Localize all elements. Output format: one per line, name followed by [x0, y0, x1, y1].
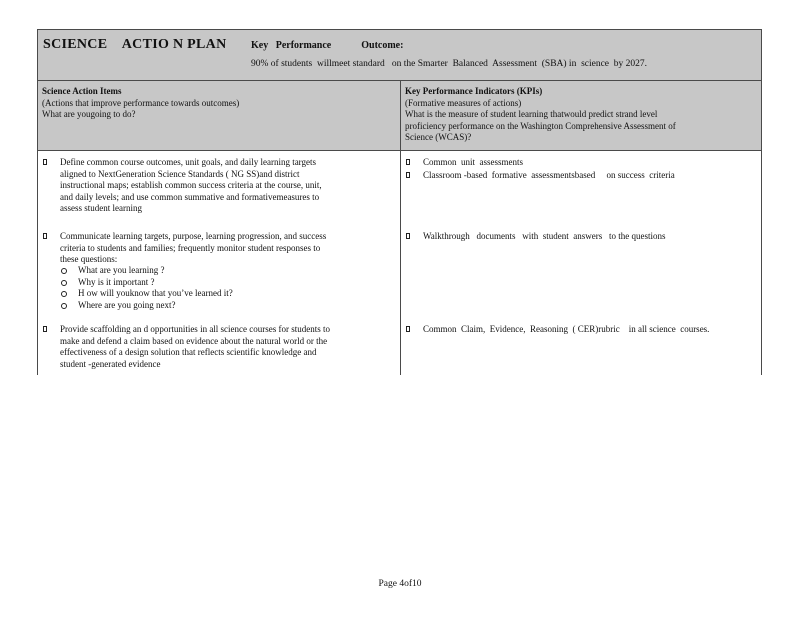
- plan-header: [37, 29, 762, 81]
- kpi-text: Common unit assessments: [423, 157, 524, 167]
- action-items-subtitle: (Actions that improve performance towards outcomes): [42, 97, 240, 108]
- circle-bullet-icon: [61, 291, 67, 297]
- column-divider: [400, 81, 401, 150]
- bullet-box-icon: [406, 233, 410, 239]
- question-list: [60, 265, 390, 311]
- question-text: Why is it important ?: [78, 276, 155, 287]
- action-items-header: [42, 86, 392, 121]
- kpi-question-line: What is the measure of student learning thatwould predict strand level: [405, 109, 658, 119]
- kpi-question-line: Science (WCAS)?: [405, 132, 472, 142]
- body-column-divider: [400, 151, 401, 375]
- action-line: effectiveness of a design solution that reflects scientific knowledge and: [60, 347, 317, 357]
- kpi-text: Classroom -based formative assessmentsbased on success criteria: [423, 170, 675, 180]
- question-text: H ow will youknow that you’ve learned it?: [78, 288, 233, 298]
- circle-bullet-icon: [61, 280, 67, 286]
- bullet-box-icon: [43, 159, 47, 165]
- bullet-box-icon: [406, 159, 410, 165]
- kpi-text: Walkthrough documents with student answers to the questions: [423, 231, 666, 241]
- action-line: aligned to NextGeneration Science Standards ( NG SS)and district: [60, 168, 300, 179]
- bullet-box-icon: [43, 233, 47, 239]
- action-items-question: What are yougoing to do?: [42, 109, 136, 119]
- plan-title: SCIENCE ACTIO N PLAN: [43, 37, 227, 52]
- bullet-box-icon: [43, 326, 47, 332]
- kpi-title: Key Performance Indicators (KPIs): [405, 86, 543, 96]
- question-text: Where are you going next?: [78, 299, 176, 310]
- question-item: [60, 265, 390, 277]
- circle-bullet-icon: [61, 303, 67, 309]
- action-line: and daily levels; and use common summative and formativemeasures to: [60, 191, 320, 202]
- bullet-box-icon: [406, 326, 410, 332]
- question-item: [60, 300, 390, 312]
- action-line: Define common course outcomes, unit goals, and daily learning targets: [60, 157, 317, 167]
- kpi-question-line: proficiency performance on the Washington Comprehensive Assessment of: [405, 120, 676, 131]
- key-performance-outcome-label: Key Performance Outcome:: [251, 40, 404, 51]
- circle-bullet-icon: [61, 268, 67, 274]
- question-item: [60, 288, 390, 300]
- action-line: criteria to students and families; frequently monitor student responses to: [60, 242, 321, 253]
- question-item: [60, 277, 390, 289]
- question-text: What are you learning ?: [78, 265, 165, 275]
- bullet-box-icon: [406, 172, 410, 178]
- column-headers: [37, 81, 762, 151]
- action-line: Provide scaffolding an d opportunities in all science courses for students to: [60, 324, 331, 334]
- key-performance-outcome-text: 90% of students willmeet standard on the Smarter Balanced Assessment (SBA) in science by 2027.: [251, 59, 648, 69]
- page-number: Page 4of10: [378, 579, 422, 589]
- action-line: student -generated evidence: [60, 358, 161, 369]
- kpi-header: [405, 86, 757, 144]
- action-line: these questions:: [60, 254, 118, 264]
- action-line: assess student learning: [60, 203, 142, 213]
- action-items-title: Science Action Items: [42, 86, 122, 96]
- kpi-text: Common Claim, Evidence, Reasoning ( CER)rubric in all science courses.: [423, 324, 710, 334]
- action-line: make and defend a claim based on evidence about the natural world or the: [60, 335, 328, 346]
- kpi-subtitle: (Formative measures of actions): [405, 97, 522, 108]
- action-line: Communicate learning targets, purpose, learning progression, and success: [60, 231, 327, 241]
- action-line: instructional maps; establish common success criteria at the course, unit,: [60, 180, 322, 190]
